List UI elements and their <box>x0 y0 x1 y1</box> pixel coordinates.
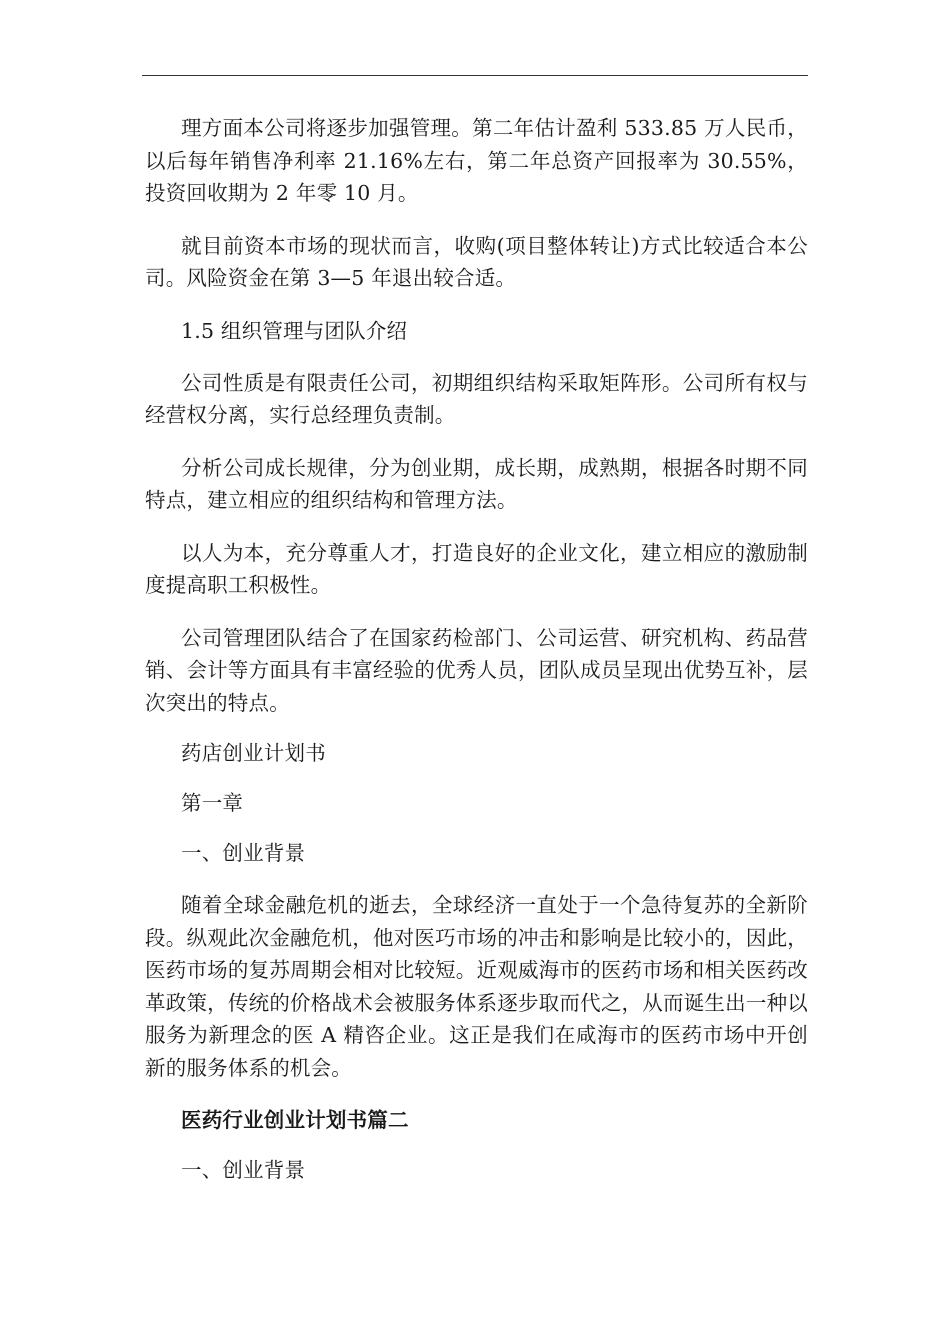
chapter-one-heading: 第一章 <box>181 791 244 815</box>
document-body <box>145 112 808 1186</box>
paragraph-people-first: 以人为本，充分尊重人才，打造良好的企业文化，建立相应的激励制度提高职工积极性。 <box>145 540 808 597</box>
paragraph-management-team: 公司管理团队结合了在国家药检部门、公司运营、研究机构、药品营销、会计等方面具有丰富经验的优秀人员，团队成员呈现出优势互补，层次突出的特点。 <box>145 625 808 715</box>
paragraph-exit-strategy: 就目前资本市场的现状而言，收购(项目整体转让)方式比较适合本公司。风险资金在第 3—5 年退出较合适。 <box>145 233 808 290</box>
header-rule <box>142 75 808 76</box>
title-pharmacy-business-plan: 药店创业计划书 <box>181 741 326 765</box>
section-heading-background-2: 一、创业背景 <box>181 1158 306 1182</box>
paragraph-growth-stages: 分析公司成长规律，分为创业期，成长期，成熟期，根据各时期不同特点，建立相应的组织结构和管理方法。 <box>145 455 808 512</box>
paragraph-profit-summary: 理方面本公司将逐步加强管理。第二年估计盈利 533.85 万人民币，以后每年销售净利率 21.16%左右，第二年总资产回报率为 30.55%，投资回收期为 2 年零 10 月。 <box>145 116 808 205</box>
paragraph-company-nature: 公司性质是有限责任公司，初期组织结构采取矩阵形。公司所有权与经营权分离，实行总经理负责制。 <box>145 370 808 427</box>
paragraph-background-text: 随着全球金融危机的逝去，全球经济一直处于一个急待复苏的全新阶段。纵观此次金融危机，他对医巧市场的冲击和影响是比较小的，因此，医药市场的复苏周期会相对比较短。近观威海市的医药市场和相关医药改革政策，传统的价格战术会被服务体系逐步取而代之，从而诞生出一种以服务为新理念的医 A 精咨企业。这正是我们在咸海市的医药市场中开创新的服务体系的机会。 <box>145 893 808 1080</box>
section-heading-org-management: 1.5 组织管理与团队介绍 <box>181 318 408 343</box>
article-title-part-two: 医药行业创业计划书篇二 <box>181 1108 409 1132</box>
section-heading-background: 一、创业背景 <box>181 841 306 865</box>
